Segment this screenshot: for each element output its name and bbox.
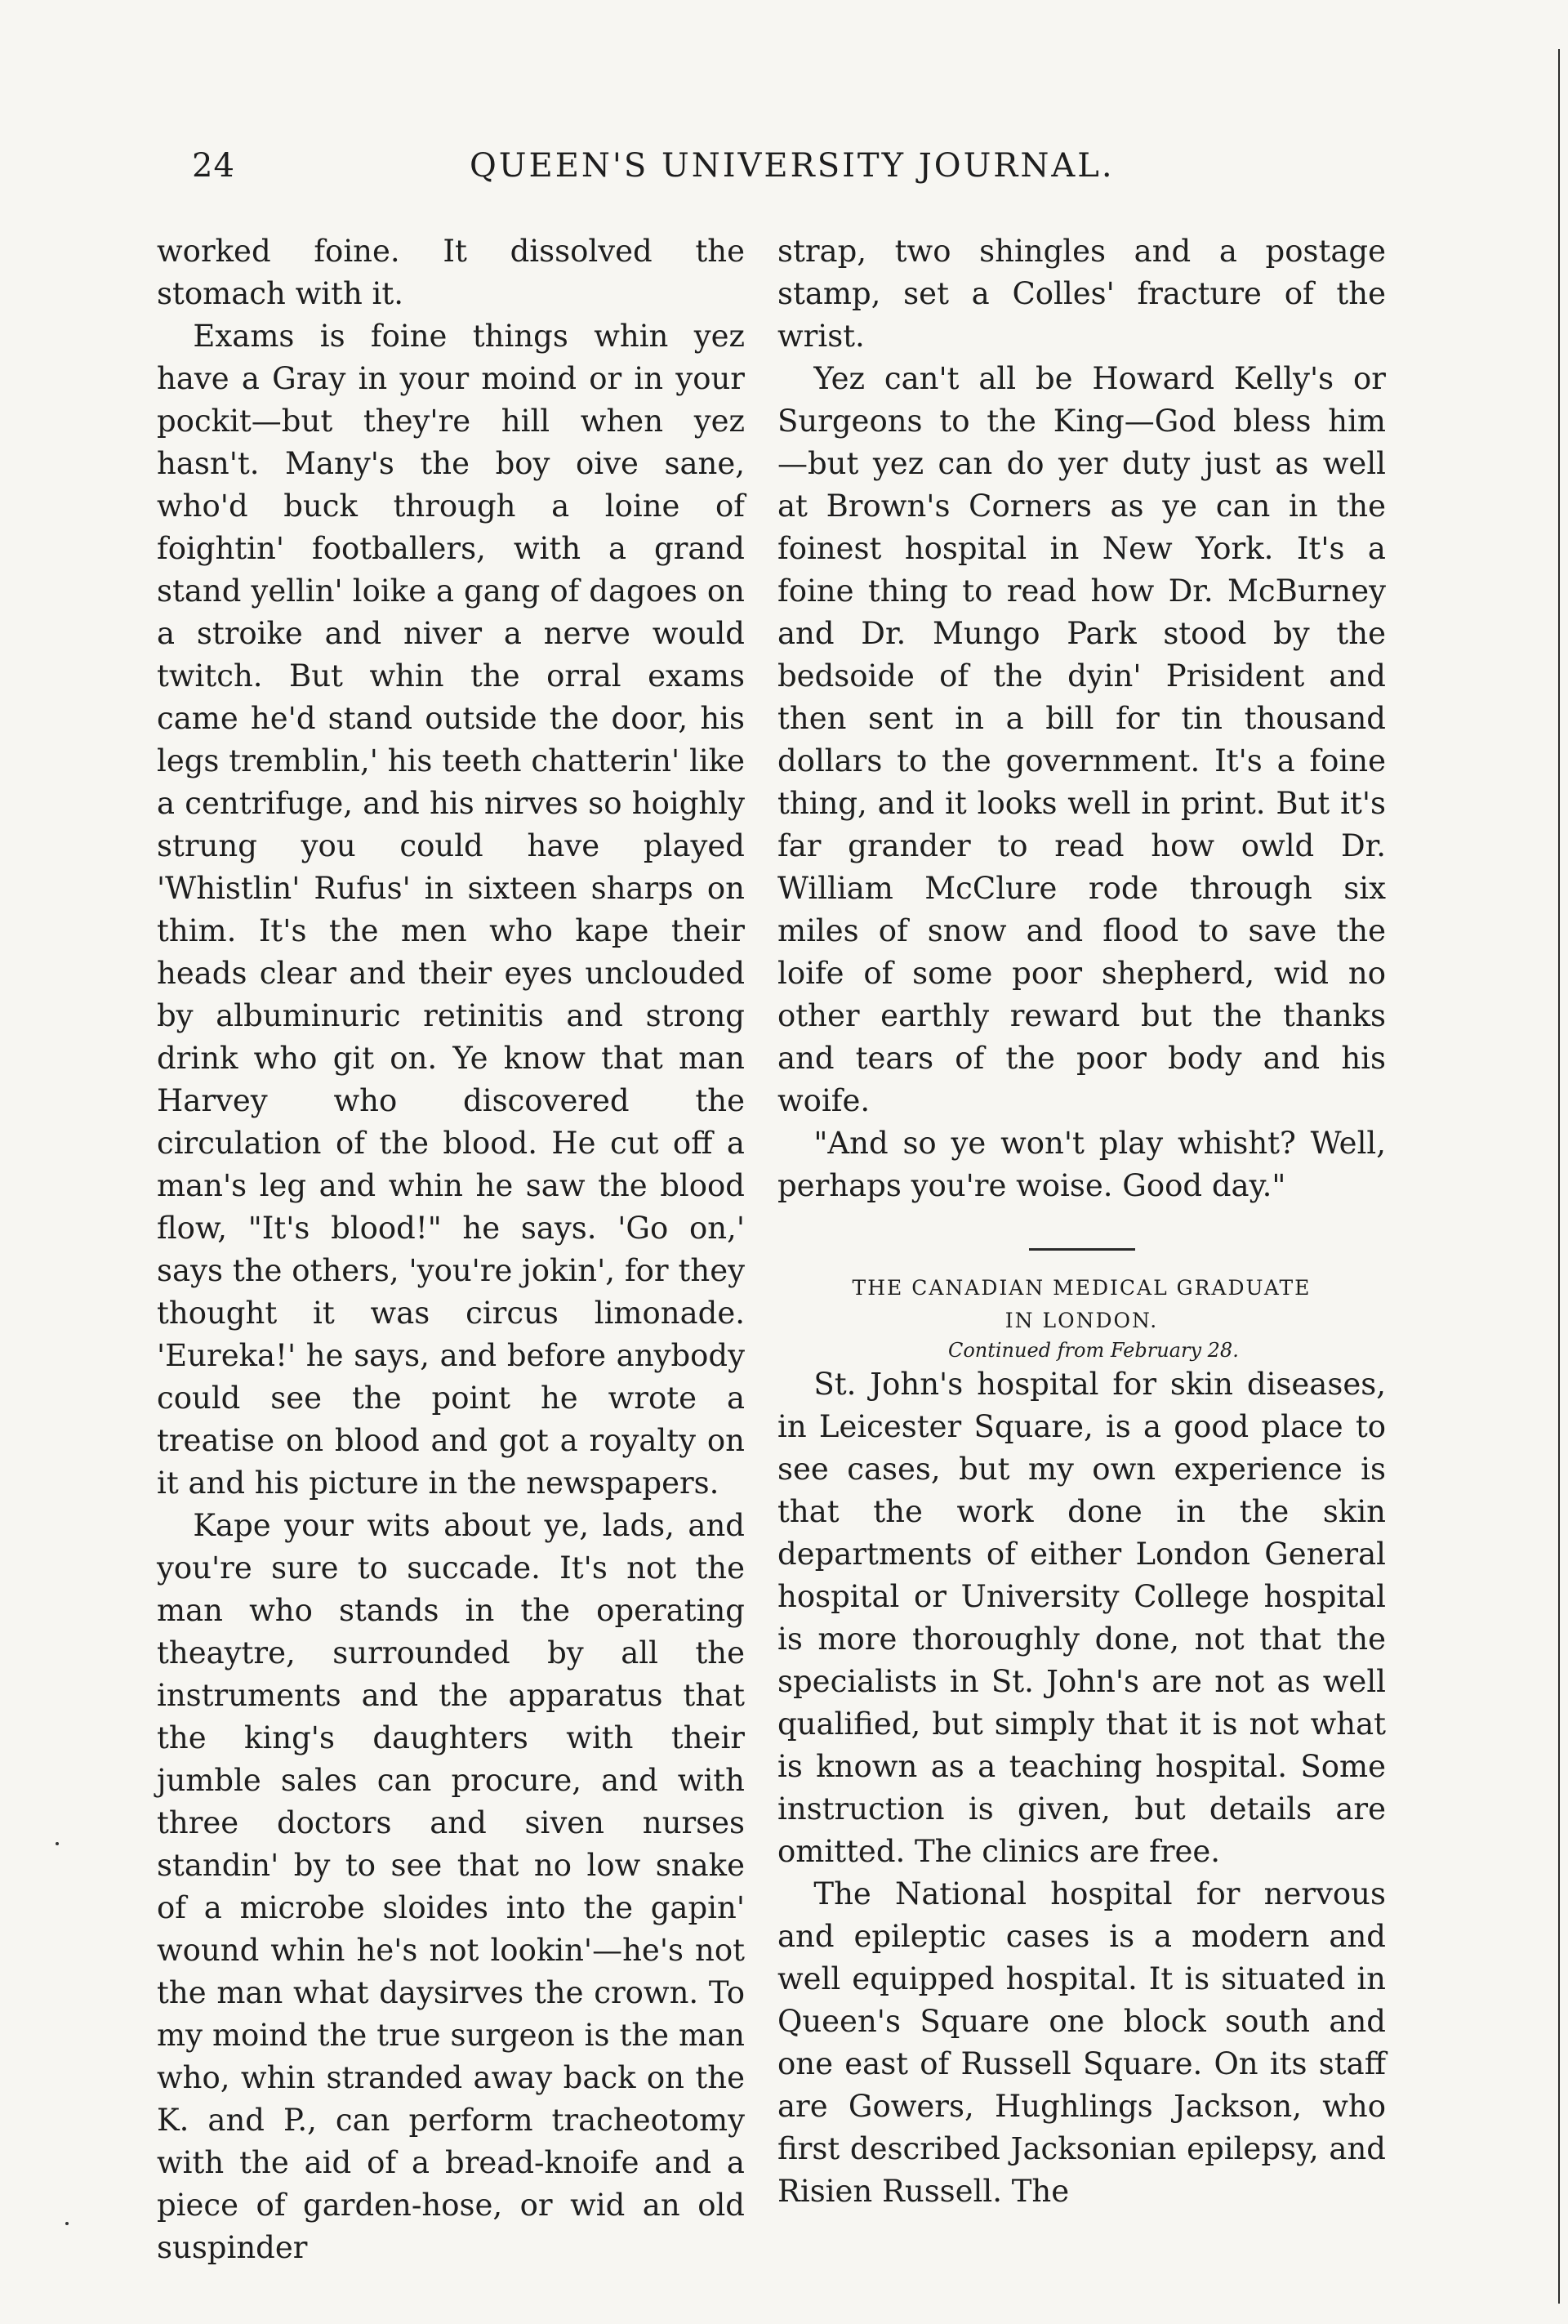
left-column bbox=[157, 230, 745, 2269]
paragraph: worked foine. It dissolved the stomach with it. bbox=[157, 234, 745, 311]
paragraph: strap, two shingles and a postage stamp, set a Colles' fracture of the wrist. bbox=[777, 234, 1386, 354]
paragraph: Kape your wits about ye, lads, and you're sure to succade. It's not the man who stands in the operating theaytre, surrounded by all the instruments and the apparatus that the king's daughters with their jumble sales can procure, and with three doctors and siven nurses standin' by to see that no low snake of a microbe sloides into the gapin' wound whin he's not lookin'—he's not the man what daysirves the crown. To my moind the true surgeon is the man who, whin stranded away back on the K. and P., can perform tracheotomy with the aid of a bread-knoife and a piece of garden-hose, or wid an old suspinder bbox=[157, 1508, 745, 2265]
right-column bbox=[777, 230, 1386, 2213]
paragraph: "And so ye won't play whisht? Well, perhaps you're woise. Good day." bbox=[777, 1126, 1386, 1203]
page-header bbox=[192, 147, 1123, 196]
journal-title: QUEEN'S UNIVERSITY JOURNAL. bbox=[470, 147, 1115, 185]
page-number: 24 bbox=[192, 147, 235, 185]
continued-note: Continued from February 28. bbox=[947, 1339, 1239, 1362]
section-divider bbox=[1029, 1248, 1135, 1251]
paragraph: Yez can't all be Howard Kelly's or Surgeons to the King—God bless him —but yez can do yer duty just as well at Brown's Corners as ye can in the foinest hospital in New York. It's a foine thing to read how Dr. McBurney and Dr. Mungo Park stood by the bedsoide of the dyin' Prisident and then sent in a bill for tin thousand dollars to the government. It's a foine thing, and it looks well in print. But it's far grander to read how owld Dr. William McClure rode through six miles of snow and flood to save the loife of some poor shepherd, wid no other earthly reward but the thanks and tears of the poor body and his woife. bbox=[777, 361, 1386, 1118]
paragraph: The National hospital for nervous and epileptic cases is a modern and well equipped hospital. It is situated in Queen's Square one block south and one east of Russell Square. On its staff are Gowers, Hughlings Jackson, who first described Jacksonian epilepsy, and Risien Russell. The bbox=[777, 1876, 1386, 2209]
section-title-line: THE CANADIAN MEDICAL GRADUATE bbox=[852, 1276, 1312, 1300]
page-edge-rule bbox=[1558, 49, 1560, 2304]
section-title bbox=[777, 1272, 1386, 1337]
scan-speck bbox=[65, 2222, 69, 2225]
paragraph: Exams is foine things whin yez have a Gray in your moind or in your pockit—but they're hill when yez hasn't. Many's the boy oive sane, who'd buck through a loine of foightin' footballers, with a grand stand yellin' loike a gang of dagoes on a stroike and niver a nerve would twitch. But whin the orral exams came he'd stand outside the door, his legs tremblin,' his teeth chatterin' like a centrifuge, and his nirves so hoighly strung you could have played 'Whistlin' Rufus' in sixteen sharps on thim. It's the men who kape their heads clear and their eyes unclouded by albuminuric retinitis and strong drink who git on. Ye know that man Harvey who discovered the circulation of the blood. He cut off a man's leg and whin he saw the blood flow, "It's blood!" he says. 'Go on,' says the others, 'you're jokin', for they thought it was circus limonade. 'Eureka!' he says, and before anybody could see the point he wrote a treatise on blood and got a royalty on it and his picture in the newspapers. bbox=[157, 319, 745, 1501]
paragraph: St. John's hospital for skin diseases, in Leicester Square, is a good place to see cases, but my own experience is that the work done in the skin departments of either London General hospital or University College hospital is more thoroughly done, not that the specialists in St. John's are not as well qualified, but simply that it is not what is known as a teaching hospital. Some instruction is given, but details are omitted. The clinics are free. bbox=[777, 1367, 1386, 1869]
scan-speck bbox=[56, 1842, 59, 1845]
section-title-line: IN LONDON. bbox=[1004, 1309, 1159, 1332]
